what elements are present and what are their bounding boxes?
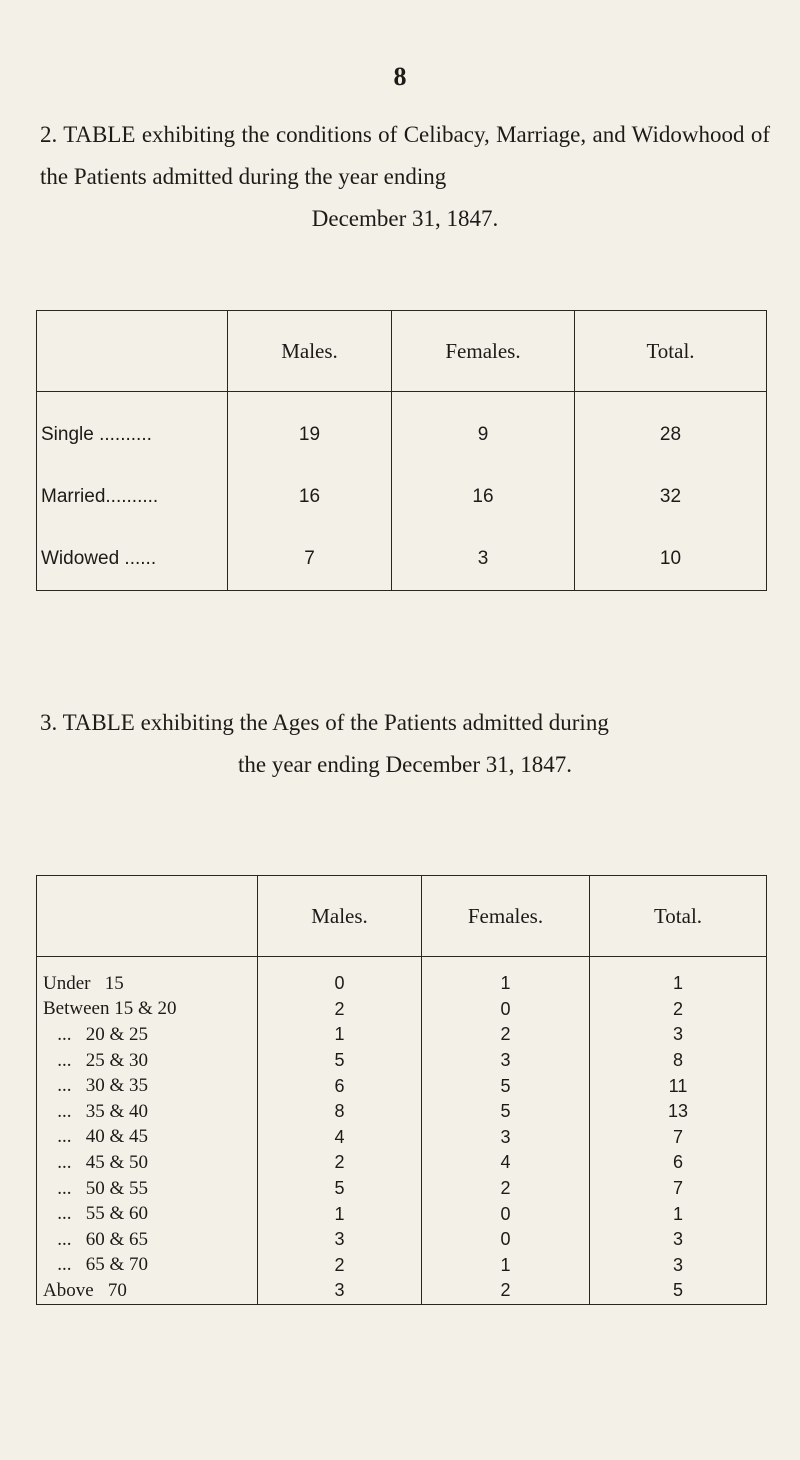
row-label: ... 20 & 25 — [37, 1022, 258, 1048]
females-cell: 2 — [422, 1176, 590, 1202]
males-cell: 2 — [258, 1253, 422, 1279]
table-row — [37, 1227, 767, 1253]
females-cell: 2 — [422, 1278, 590, 1304]
total-cell: 1 — [590, 1201, 767, 1227]
total-cell: 11 — [590, 1073, 767, 1099]
table-row — [37, 957, 767, 997]
table3-header-blank — [37, 876, 258, 957]
table-row — [37, 1253, 767, 1279]
table2-heading-main: 2. TABLE exhibiting the conditions of Celibacy, Marriage, and Widowhood of the Patients admitted during the year ending — [40, 122, 770, 189]
total-cell: 7 — [590, 1176, 767, 1202]
row-label: Single .......... — [37, 392, 228, 467]
males-cell: 2 — [258, 997, 422, 1023]
row-label: ... 35 & 40 — [37, 1099, 258, 1125]
table-row — [37, 392, 767, 467]
total-cell: 8 — [590, 1048, 767, 1074]
table-row — [37, 528, 767, 591]
table2-heading-end: December 31, 1847. — [311, 206, 499, 231]
table3-header-total: Total. — [590, 876, 767, 957]
males-cell: 19 — [228, 392, 392, 467]
males-cell: 6 — [258, 1073, 422, 1099]
total-cell: 13 — [590, 1099, 767, 1125]
total-cell: 7 — [590, 1125, 767, 1151]
total-cell: 3 — [590, 1022, 767, 1048]
males-cell: 1 — [258, 1201, 422, 1227]
total-cell: 6 — [590, 1150, 767, 1176]
table-row — [37, 1073, 767, 1099]
females-cell: 1 — [422, 1253, 590, 1279]
males-cell: 5 — [258, 1176, 422, 1202]
table-row — [37, 1099, 767, 1125]
row-label: Between 15 & 20 — [37, 997, 258, 1023]
table-row — [37, 1201, 767, 1227]
males-cell: 16 — [228, 466, 392, 528]
table-row — [37, 1022, 767, 1048]
table-row — [37, 1150, 767, 1176]
row-label: ... 40 & 45 — [37, 1125, 258, 1151]
males-cell: 8 — [258, 1099, 422, 1125]
total-cell: 32 — [575, 466, 767, 528]
row-label: Widowed ...... — [37, 528, 228, 591]
row-label: ... 60 & 65 — [37, 1227, 258, 1253]
table-row — [37, 997, 767, 1023]
table3-heading — [40, 702, 770, 786]
females-cell: 0 — [422, 1227, 590, 1253]
table-row — [37, 466, 767, 528]
table-row — [37, 1125, 767, 1151]
total-cell: 3 — [590, 1253, 767, 1279]
females-cell: 3 — [392, 528, 575, 591]
table3-header-males: Males. — [258, 876, 422, 957]
total-cell: 3 — [590, 1227, 767, 1253]
females-cell: 2 — [422, 1022, 590, 1048]
table2-header-males: Males. — [228, 311, 392, 392]
row-label: ... 25 & 30 — [37, 1048, 258, 1074]
row-label: Married.......... — [37, 466, 228, 528]
table-row — [37, 1278, 767, 1304]
table2-header-blank — [37, 311, 228, 392]
males-cell: 4 — [258, 1125, 422, 1151]
page-number: 8 — [393, 62, 407, 91]
age-table — [36, 875, 767, 1305]
row-label: ... 45 & 50 — [37, 1150, 258, 1176]
females-cell: 5 — [422, 1099, 590, 1125]
females-cell: 5 — [422, 1073, 590, 1099]
females-cell: 4 — [422, 1150, 590, 1176]
females-cell: 16 — [392, 466, 575, 528]
row-label: Under 15 — [37, 957, 258, 997]
marital-status-table — [36, 310, 767, 591]
males-cell: 2 — [258, 1150, 422, 1176]
total-cell: 10 — [575, 528, 767, 591]
table-row — [37, 1048, 767, 1074]
table2-header-total: Total. — [575, 311, 767, 392]
table3-header-females: Females. — [422, 876, 590, 957]
row-label: ... 30 & 35 — [37, 1073, 258, 1099]
males-cell: 3 — [258, 1227, 422, 1253]
females-cell: 0 — [422, 1201, 590, 1227]
females-cell: 3 — [422, 1048, 590, 1074]
females-cell: 0 — [422, 997, 590, 1023]
total-cell: 1 — [590, 957, 767, 997]
males-cell: 7 — [228, 528, 392, 591]
table2-header-females: Females. — [392, 311, 575, 392]
table2-header-row — [37, 311, 767, 392]
males-cell: 5 — [258, 1048, 422, 1074]
females-cell: 3 — [422, 1125, 590, 1151]
table3-heading-main: 3. TABLE exhibiting the Ages of the Patients admitted during — [40, 710, 609, 735]
row-label: Above 70 — [37, 1278, 258, 1304]
total-cell: 28 — [575, 392, 767, 467]
table2-heading — [40, 114, 770, 240]
males-cell: 1 — [258, 1022, 422, 1048]
row-label: ... 50 & 55 — [37, 1176, 258, 1202]
table3-heading-end: the year ending December 31, 1847. — [237, 752, 573, 777]
table3-header-row — [37, 876, 767, 957]
females-cell: 9 — [392, 392, 575, 467]
row-label: ... 65 & 70 — [37, 1253, 258, 1279]
males-cell: 3 — [258, 1278, 422, 1304]
table-row — [37, 1176, 767, 1202]
row-label: ... 55 & 60 — [37, 1201, 258, 1227]
females-cell: 1 — [422, 957, 590, 997]
males-cell: 0 — [258, 957, 422, 997]
total-cell: 5 — [590, 1278, 767, 1304]
total-cell: 2 — [590, 997, 767, 1023]
